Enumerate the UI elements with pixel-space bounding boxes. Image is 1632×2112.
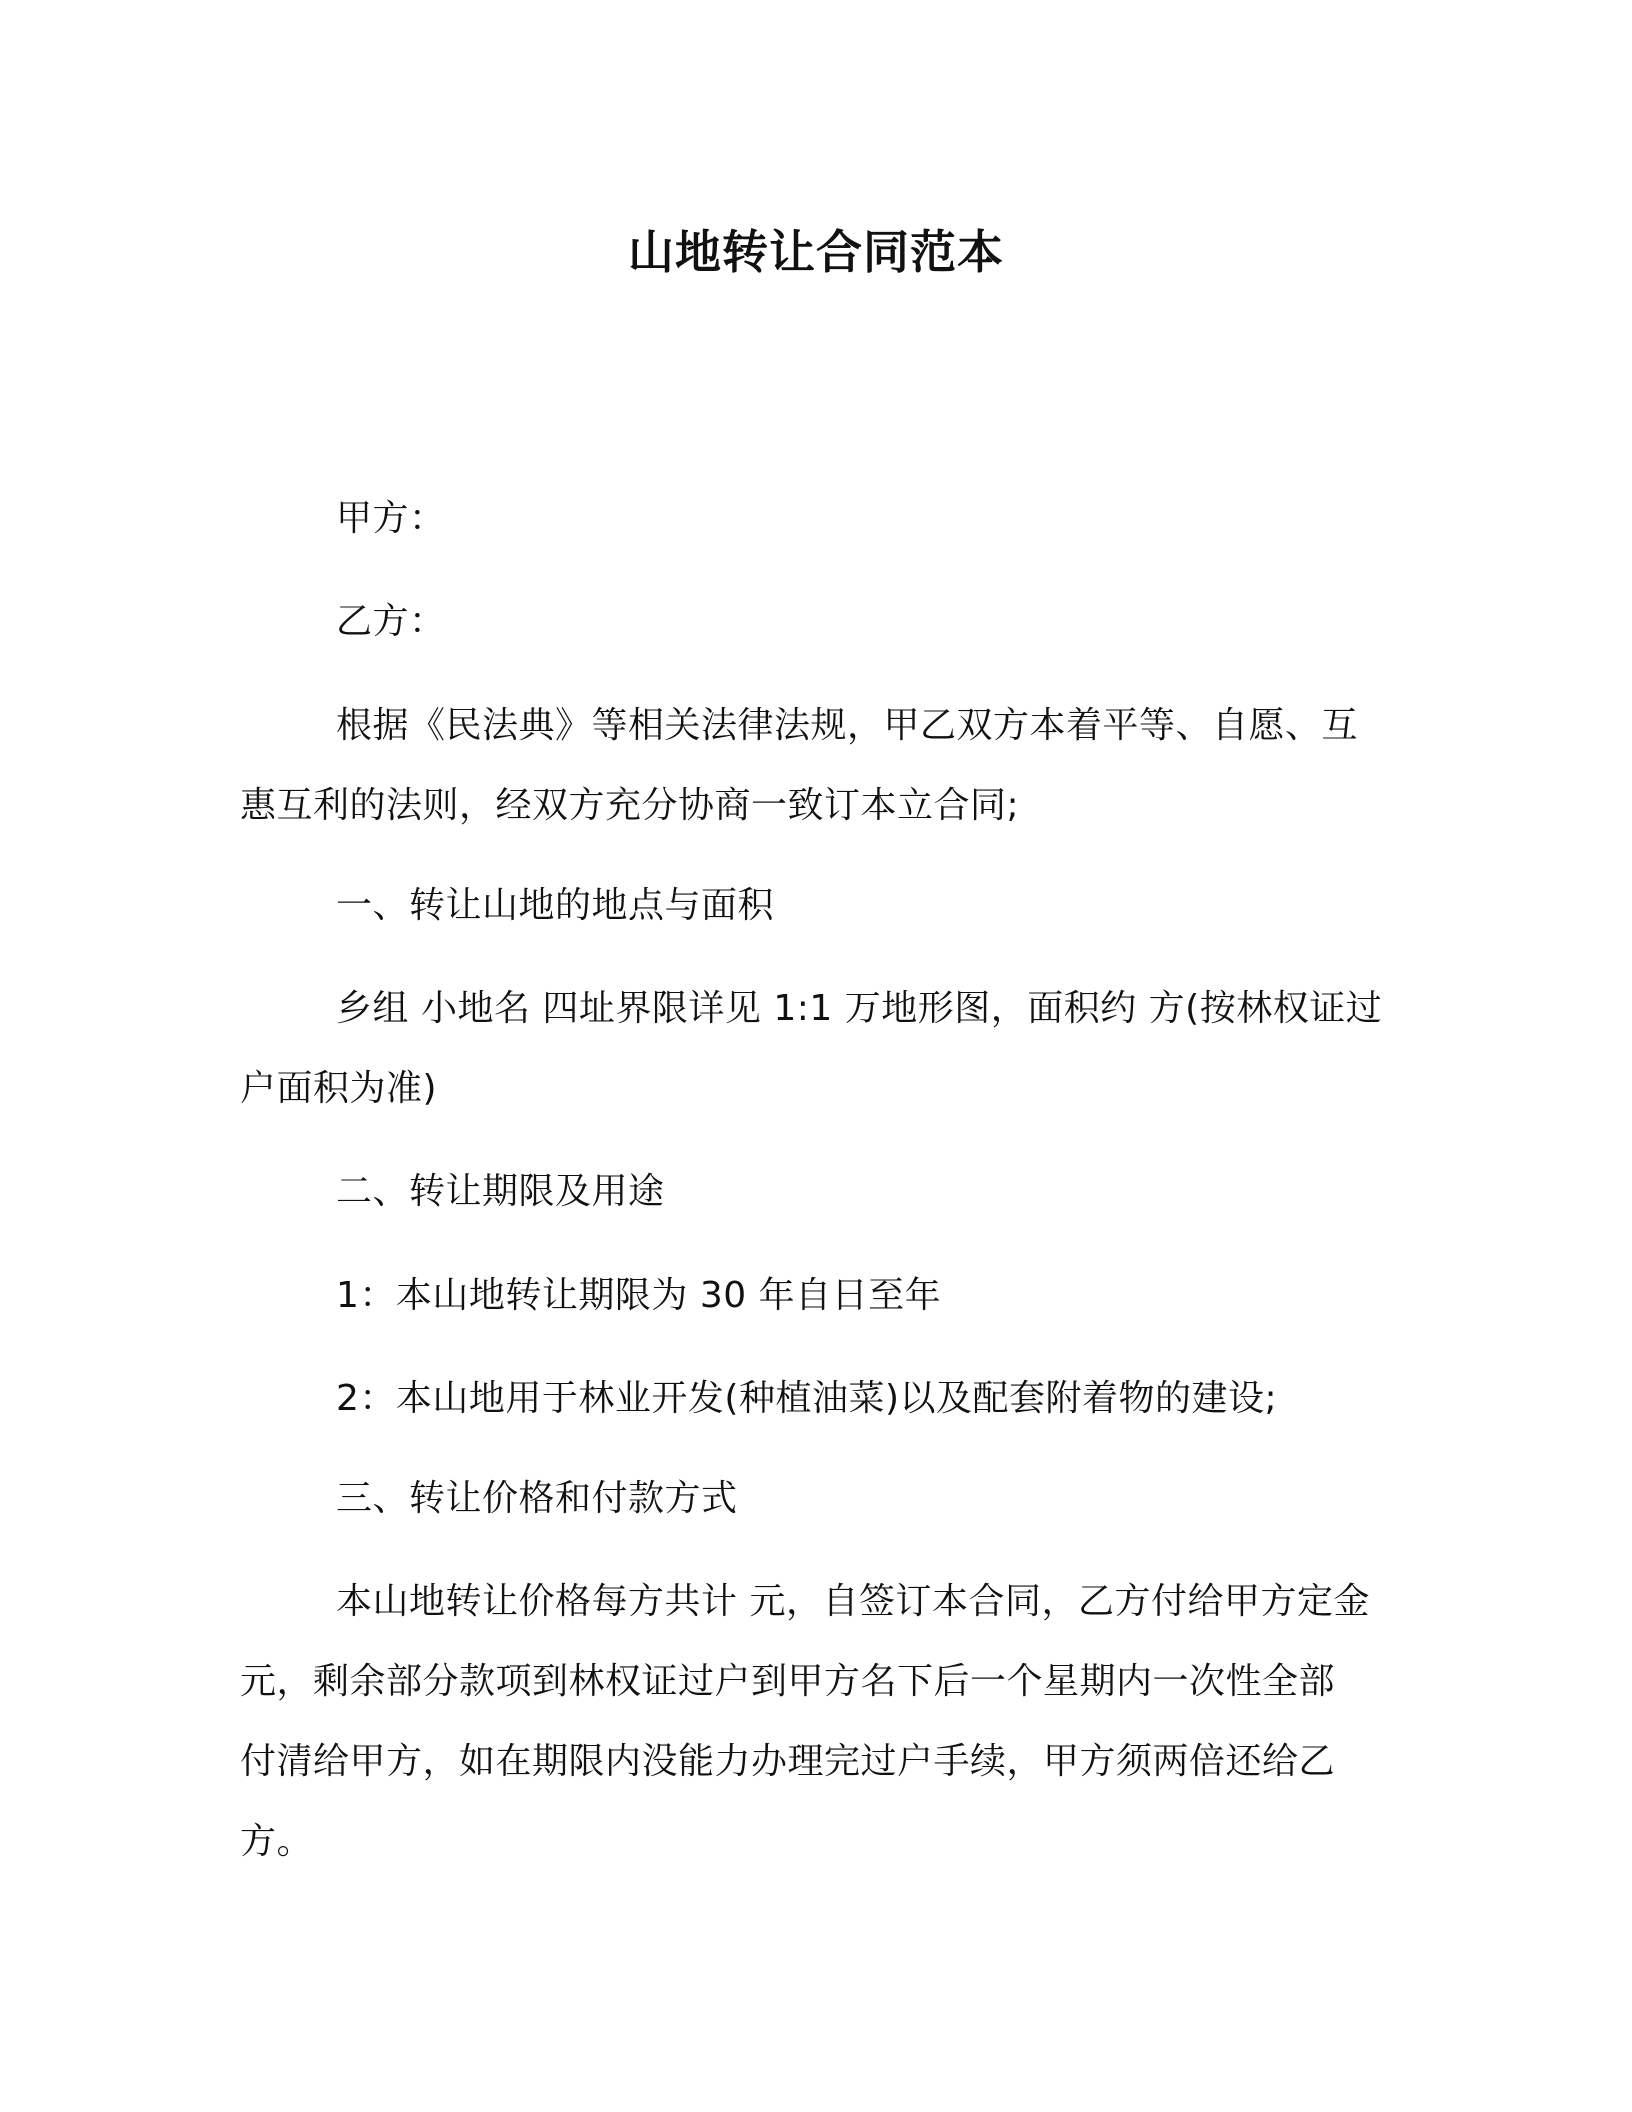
section-1-line-2: 户面积为准) [240,1068,438,1109]
section-3-line-2: 元，剩余部分款项到林权证过户到甲方名下后一个星期内一次性全部 [240,1661,1336,1702]
party-b-line: 乙方： [336,601,446,642]
preamble-line-1: 根据《民法典》等相关法律法规，甲乙双方本着平等、自愿、互 [336,705,1359,746]
section-3-line-4: 方。 [240,1821,314,1862]
document-title: 山地转让合同范本 [628,225,1004,279]
section-3-heading: 三、转让价格和付款方式 [336,1478,738,1519]
section-3-line-3: 付清给甲方，如在期限内没能力办理完过户手续，甲方须两倍还给乙 [240,1741,1336,1782]
section-2-item-1: 1：本山地转让期限为 30 年自日至年 [336,1275,942,1316]
section-2-item-2: 2：本山地用于林业开发(种植油菜)以及配套附着物的建设; [336,1378,1278,1419]
section-3-line-1: 本山地转让价格每方共计 元，自签订本合同，乙方付给甲方定金 [336,1581,1370,1622]
section-1-line-1: 乡组 小地名 四址界限详见 1:1 万地形图，面积约 方(按林权证过 [336,988,1383,1029]
preamble-line-2: 惠互利的法则，经双方充分协商一致订本立合同; [240,785,1020,826]
section-1-heading: 一、转让山地的地点与面积 [336,885,775,926]
party-a-line: 甲方： [336,498,446,539]
section-2-heading: 二、转让期限及用途 [336,1171,665,1212]
